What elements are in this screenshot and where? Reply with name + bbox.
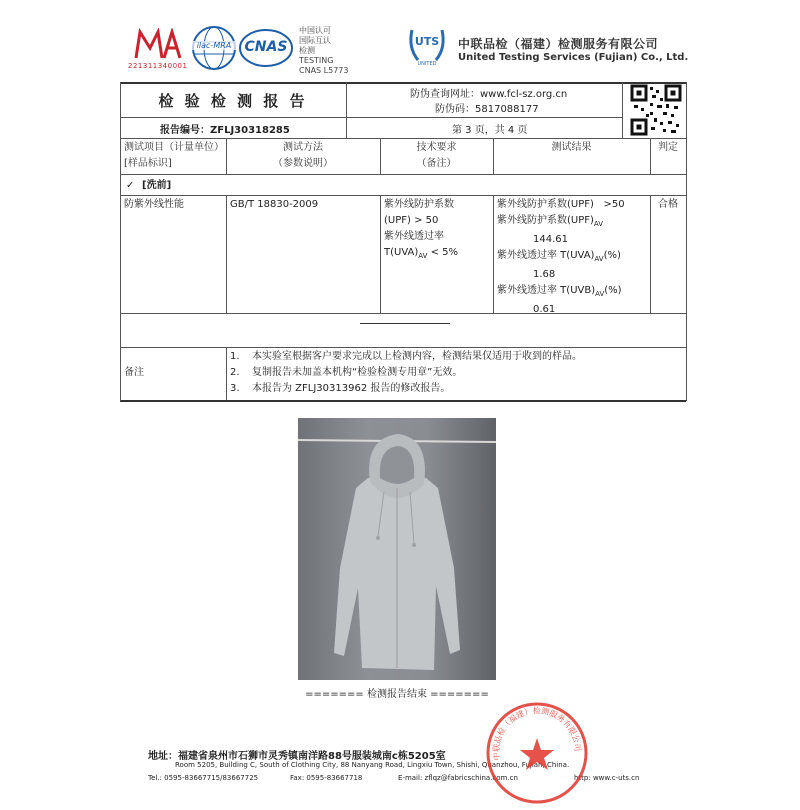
note-item: 3. 本报告为 ZFLJ30313962 报告的修改报告。 [230, 383, 451, 394]
test-result [497, 197, 649, 318]
report-title: 检 验 检 测 报 告 [158, 92, 308, 110]
report-number: 报告编号：ZFLJ30318285 [160, 125, 290, 136]
col-header-method [226, 140, 380, 172]
result-uva-line: 紫外线透过率 $T(UVA)_{AV}(\%)$ [497, 250, 621, 263]
header-line: （备注） [416, 158, 457, 169]
report-end-mark: ======= 检测报告结束 ======= [305, 689, 489, 700]
company-name-cn: 中联品检（福建）检测服务有限公司 [458, 37, 659, 51]
header-line: 技术要求 [416, 142, 457, 153]
requirement-uva: $T(UVA)_{AV} < 5\%$ [384, 247, 459, 260]
qr-code [630, 84, 682, 136]
notes-label: 备注 [124, 367, 144, 378]
col-header-requirement [380, 140, 493, 172]
col-header-result: 测试结果 [551, 142, 592, 153]
verify-code: 防伪码：5817088177 [435, 104, 539, 115]
footer-address-cn: 地址：福建省泉州市石狮市灵秀镇南洋路88号服装城南c栋5205室 [148, 751, 446, 762]
blank-row-divider [360, 323, 450, 324]
requirement-line: (UPF) > 50 [384, 215, 439, 226]
cma-logo [132, 28, 184, 62]
verify-site: 防伪查询网址：www.fcl-sz.org.cn [410, 89, 568, 100]
result-upf-av-value: 144.61 [533, 234, 568, 245]
col-header-item [124, 140, 224, 172]
accred-line: 检测 [299, 46, 315, 55]
cnas-logo-text: CNAS [244, 39, 288, 55]
header-line: 测试项目（计量单位） [124, 142, 224, 153]
page-info: 第 3 页，共 4 页 [452, 125, 528, 136]
uts-logo-sub: UNITED [417, 61, 437, 67]
uts-logo-text: UTS [414, 35, 440, 48]
ilac-logo-text: ilac-MRA [190, 41, 238, 50]
note-item: 2. 复制报告未加盖本机构“检验检测专用章”无效。 [230, 367, 463, 378]
section-check: ✓ [126, 180, 135, 191]
result-upf-line: 紫外线防护系数(UPF) >50 [497, 199, 625, 210]
footer-fax: Fax: 0595-83667718 [290, 774, 363, 782]
accred-line: 中国认可 [299, 26, 331, 35]
accred-line: TESTING [299, 56, 334, 65]
header-line: （参数说明） [273, 158, 333, 169]
col-header-verdict: 判定 [658, 142, 678, 153]
company-name-en: United Testing Services (Fujian) Co., Ltd. [458, 52, 689, 63]
uts-logo [406, 26, 448, 72]
section-label: [洗前] [142, 180, 172, 191]
footer-email: E-mail: zflqz@fabricschina.com.cn [398, 774, 518, 782]
official-stamp [484, 700, 590, 806]
notes-list [230, 349, 680, 397]
result-uvb-line: 紫外线透过率 $T(UVB)_{AV}(\%)$ [497, 285, 622, 298]
header-line: 测试方法 [283, 142, 323, 153]
requirement-line: 紫外线防护系数 [384, 199, 454, 210]
accred-line: CNAS L5773 [299, 66, 349, 75]
stamp-text: 中联品检（福建）检测服务有限公司 [491, 706, 583, 761]
test-method: GB/T 18830-2009 [230, 199, 319, 210]
accred-line: 国际互认 [299, 36, 331, 45]
ilac-mra-logo [190, 24, 238, 72]
footer-address-en: Room 5205, Building C, South of Clothing City, 88 Nanyang Road, Lingxiu Town, Shishi, Quanzhou, Fujian, China. [175, 761, 570, 769]
result-upf-av-line: 紫外线防护系数$(UPF)_{AV}$ [497, 215, 604, 228]
cma-code: 221311340001 [128, 62, 188, 70]
accreditation-text [299, 26, 348, 76]
result-uvb-value: 0.61 [533, 304, 556, 315]
requirement [384, 197, 492, 264]
result-uva-value: 1.68 [533, 269, 556, 280]
footer-web: http: www.c-uts.cn [574, 774, 640, 782]
note-item: 1. 本实验室根据客户要求完成以上检测内容，检测结果仅适用于收到的样品。 [230, 351, 582, 362]
test-item: 防紫外线性能 [124, 199, 184, 210]
verdict: 合格 [658, 199, 678, 210]
requirement-line: 紫外线透过率 [384, 231, 444, 242]
sample-photo [298, 418, 496, 680]
header-line: [样品标识] [124, 158, 172, 169]
cnas-logo [238, 27, 294, 69]
footer-tel: Tel.: 0595-83667715/83667725 [148, 774, 259, 782]
